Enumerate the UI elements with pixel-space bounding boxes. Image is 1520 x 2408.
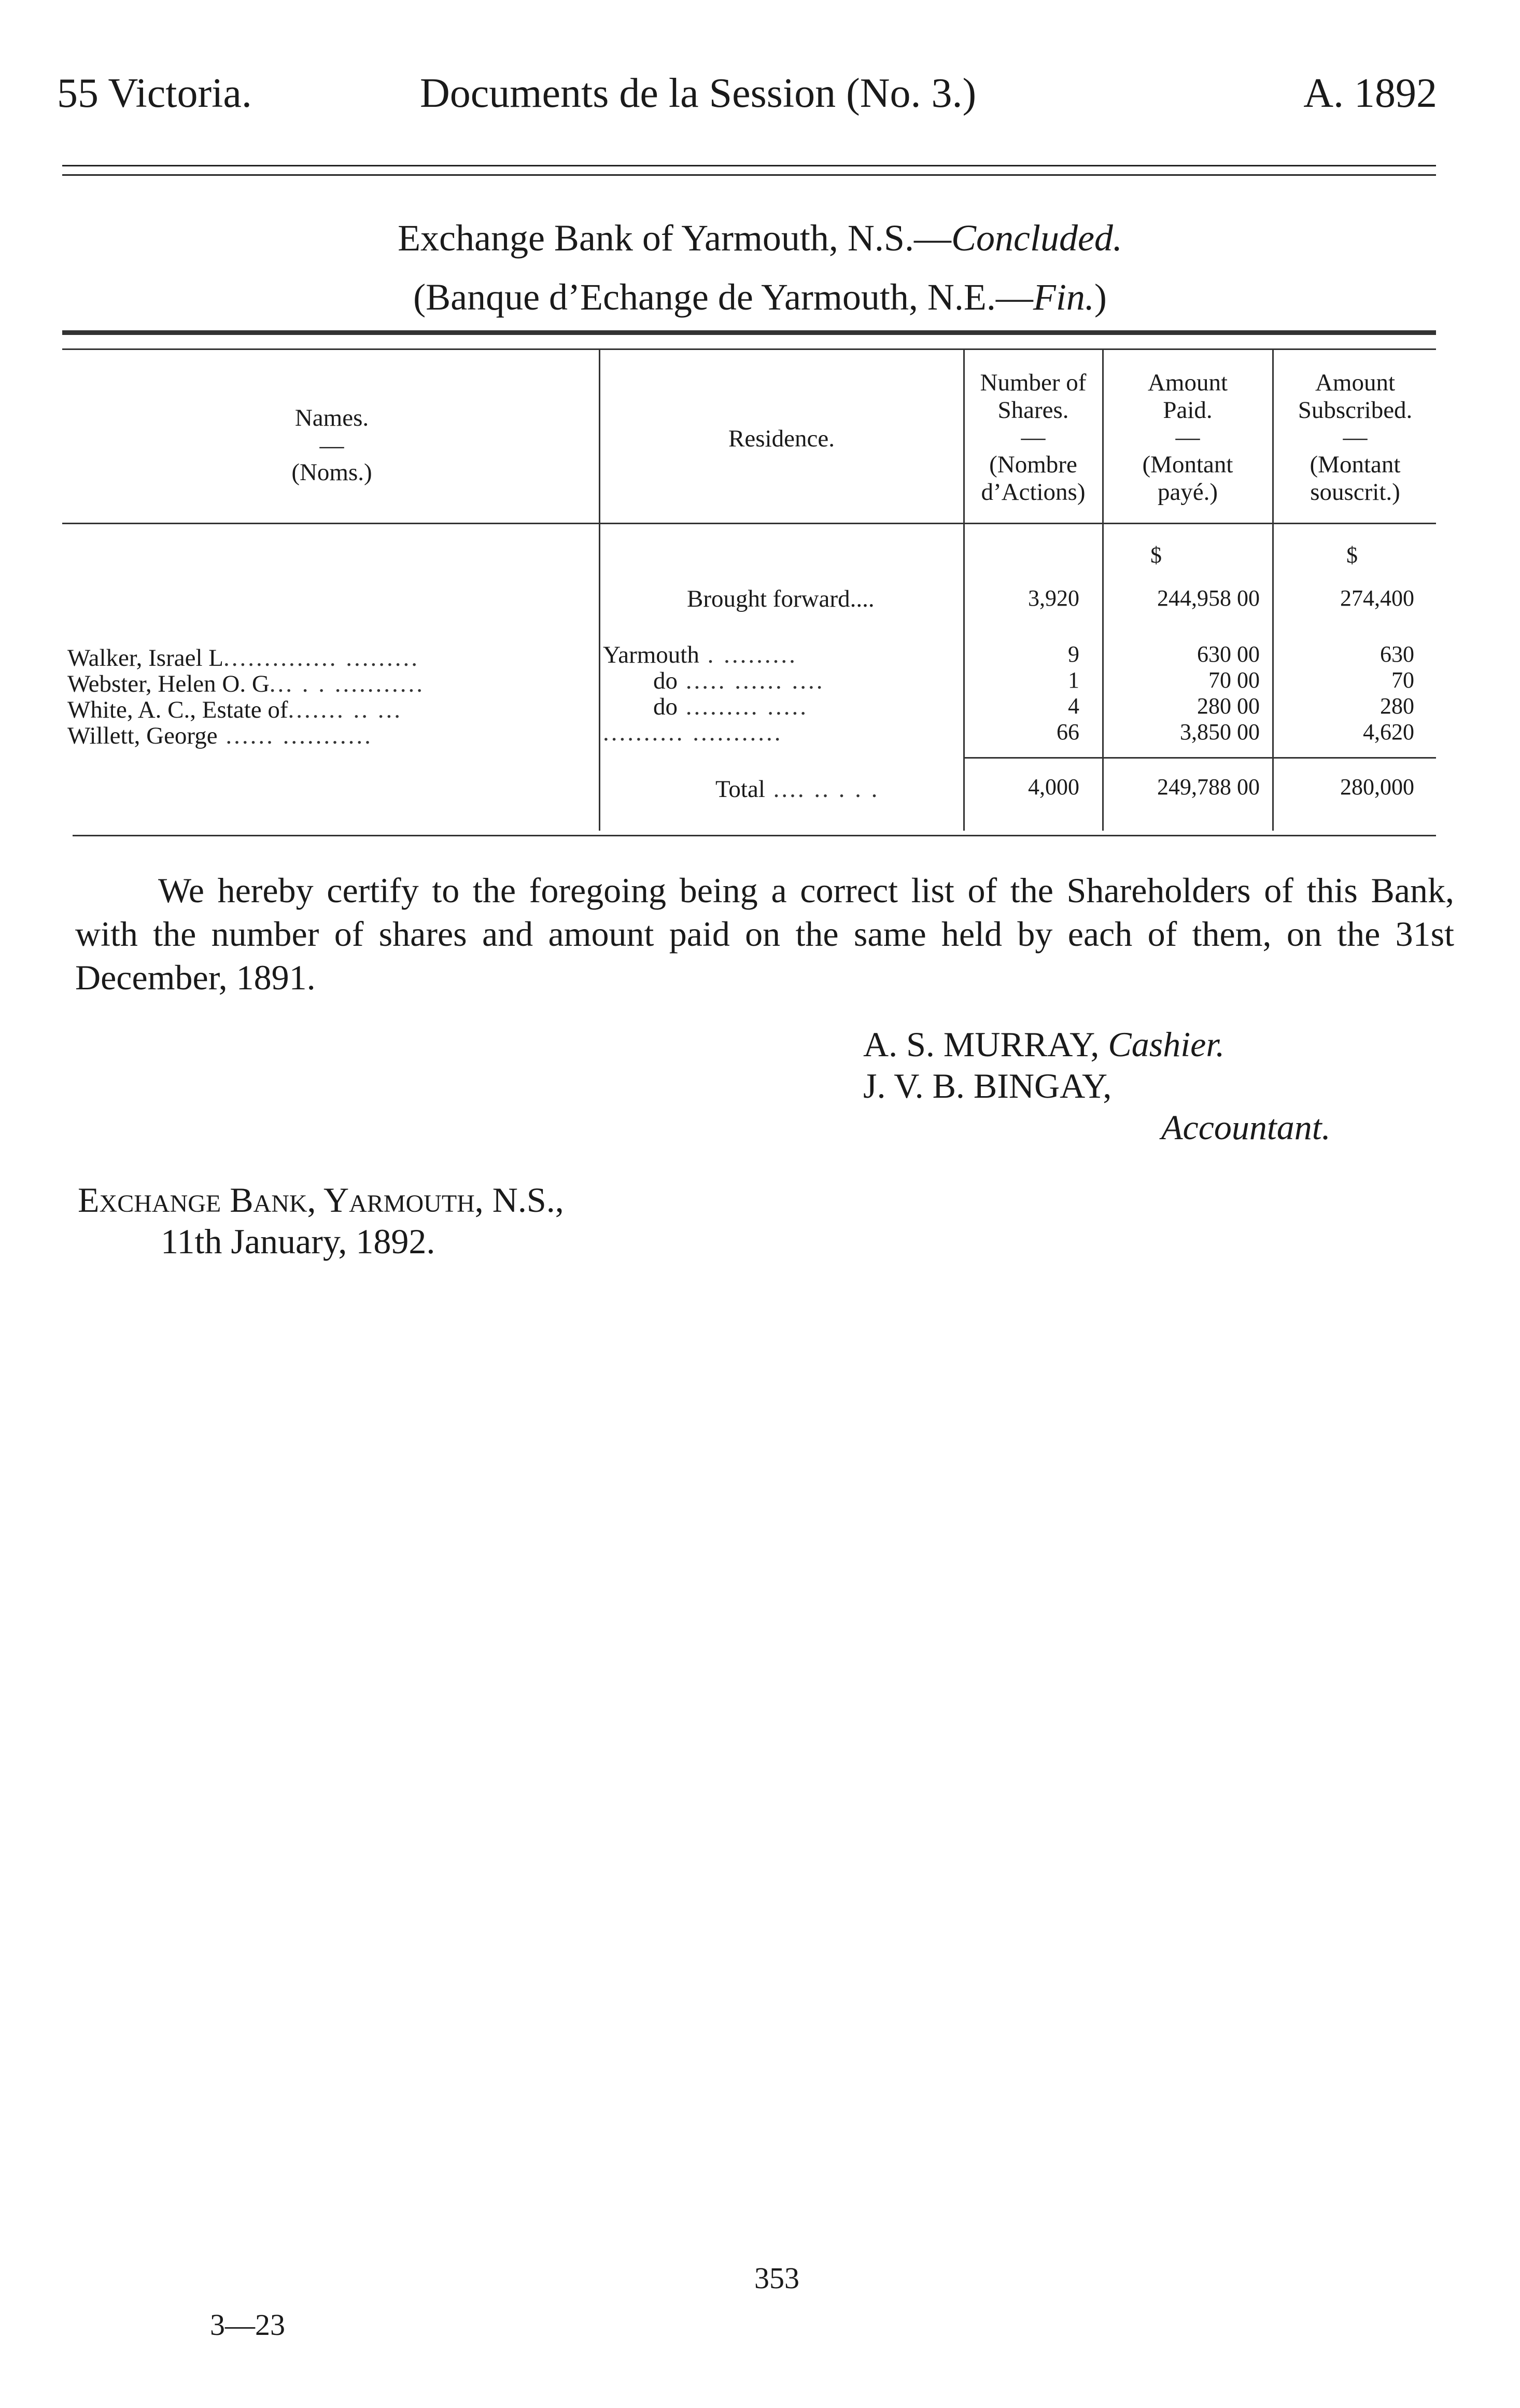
table-row-shares: 66 bbox=[1057, 719, 1079, 745]
table-rule-thin bbox=[62, 348, 1436, 350]
table-row-shares: 9 bbox=[1068, 641, 1079, 667]
table-row-name: Walker, Israel L.............. ......... bbox=[67, 645, 419, 671]
signature-mark: 3—23 bbox=[210, 2308, 285, 2342]
col-header-residence: Residence. bbox=[728, 425, 835, 452]
currency-subscribed: $ bbox=[1346, 542, 1358, 568]
certification-paragraph: We hereby certify to the foregoing being a correct list of the Shareholders of this Bank, with the number of shares and amount paid on the same held by each of them, on the 31st December, 1891. bbox=[75, 871, 1454, 997]
col-header-shares: Number of Shares. — (Nombre d’Actions) bbox=[980, 369, 1087, 506]
table-row-residence: .......... ........... bbox=[603, 719, 783, 746]
col-header-names: Names. — (Noms.) bbox=[291, 404, 372, 486]
table-row-residence: do ..... ...... .... bbox=[653, 667, 825, 694]
table-row-subscribed: 70 bbox=[1391, 667, 1414, 693]
signature-accountant-title: Accountant. bbox=[1161, 1108, 1331, 1147]
place-line: Exchange Bank, Yarmouth, N.S., bbox=[78, 1180, 564, 1220]
table-row-paid: 3,850 00 bbox=[1180, 719, 1260, 745]
table-row-residence: do ......... ..... bbox=[653, 693, 808, 720]
table-row-paid: 630 00 bbox=[1197, 641, 1260, 667]
table-row-name: Webster, Helen O. G... . . ........... bbox=[67, 670, 425, 697]
table-row-residence: Yarmouth . ......... bbox=[603, 641, 797, 668]
table-row-name: Willett, George ...... ........... bbox=[67, 722, 373, 749]
shareholders-table bbox=[0, 0, 1520, 856]
total-rule bbox=[963, 757, 1436, 759]
brought-forward-label: Brought forward.... bbox=[687, 585, 875, 612]
col-header-subscribed: Amount Subscribed. — (Montant souscrit.) bbox=[1298, 369, 1413, 506]
brought-forward-subscribed: 274,400 bbox=[1340, 585, 1414, 611]
header-left: 55 Victoria. bbox=[57, 71, 252, 116]
table-row-subscribed: 630 bbox=[1380, 641, 1414, 667]
table-row-subscribed: 4,620 bbox=[1363, 719, 1414, 745]
table-bottom-rule bbox=[73, 835, 1436, 836]
table-rule-heavy bbox=[62, 330, 1436, 335]
table-row-paid: 280 00 bbox=[1197, 693, 1260, 719]
header-center: Documents de la Session (No. 3.) bbox=[420, 71, 977, 116]
date-line: 11th January, 1892. bbox=[161, 1222, 435, 1261]
total-paid: 249,788 00 bbox=[1157, 774, 1260, 800]
table-row-name: White, A. C., Estate of....... .. ... bbox=[67, 696, 403, 723]
table-row-shares: 1 bbox=[1068, 667, 1079, 693]
page-number: 353 bbox=[754, 2261, 799, 2295]
currency-paid: $ bbox=[1150, 542, 1162, 568]
title-line-1: Exchange Bank of Yarmouth, N.S.—Concluded. bbox=[398, 217, 1122, 259]
table-row-subscribed: 280 bbox=[1380, 693, 1414, 719]
col-divider-1 bbox=[599, 348, 600, 831]
total-label: Total .... .. . . . bbox=[715, 776, 880, 803]
signature-cashier: A. S. MURRAY, Cashier. bbox=[863, 1025, 1225, 1064]
header-right: A. 1892 bbox=[1303, 71, 1437, 116]
brought-forward-shares: 3,920 bbox=[1028, 585, 1079, 611]
total-shares: 4,000 bbox=[1028, 774, 1079, 800]
title-line-2: (Banque d’Echange de Yarmouth, N.E.—Fin.) bbox=[413, 276, 1107, 318]
table-row-shares: 4 bbox=[1068, 693, 1079, 719]
col-header-paid: Amount Paid. — (Montant payé.) bbox=[1142, 369, 1233, 506]
header-bottom-rule bbox=[62, 523, 1436, 524]
total-subscribed: 280,000 bbox=[1340, 774, 1414, 800]
table-row-paid: 70 00 bbox=[1208, 667, 1260, 693]
signature-accountant-name: J. V. B. BINGAY, bbox=[863, 1066, 1112, 1105]
brought-forward-paid: 244,958 00 bbox=[1157, 585, 1260, 611]
